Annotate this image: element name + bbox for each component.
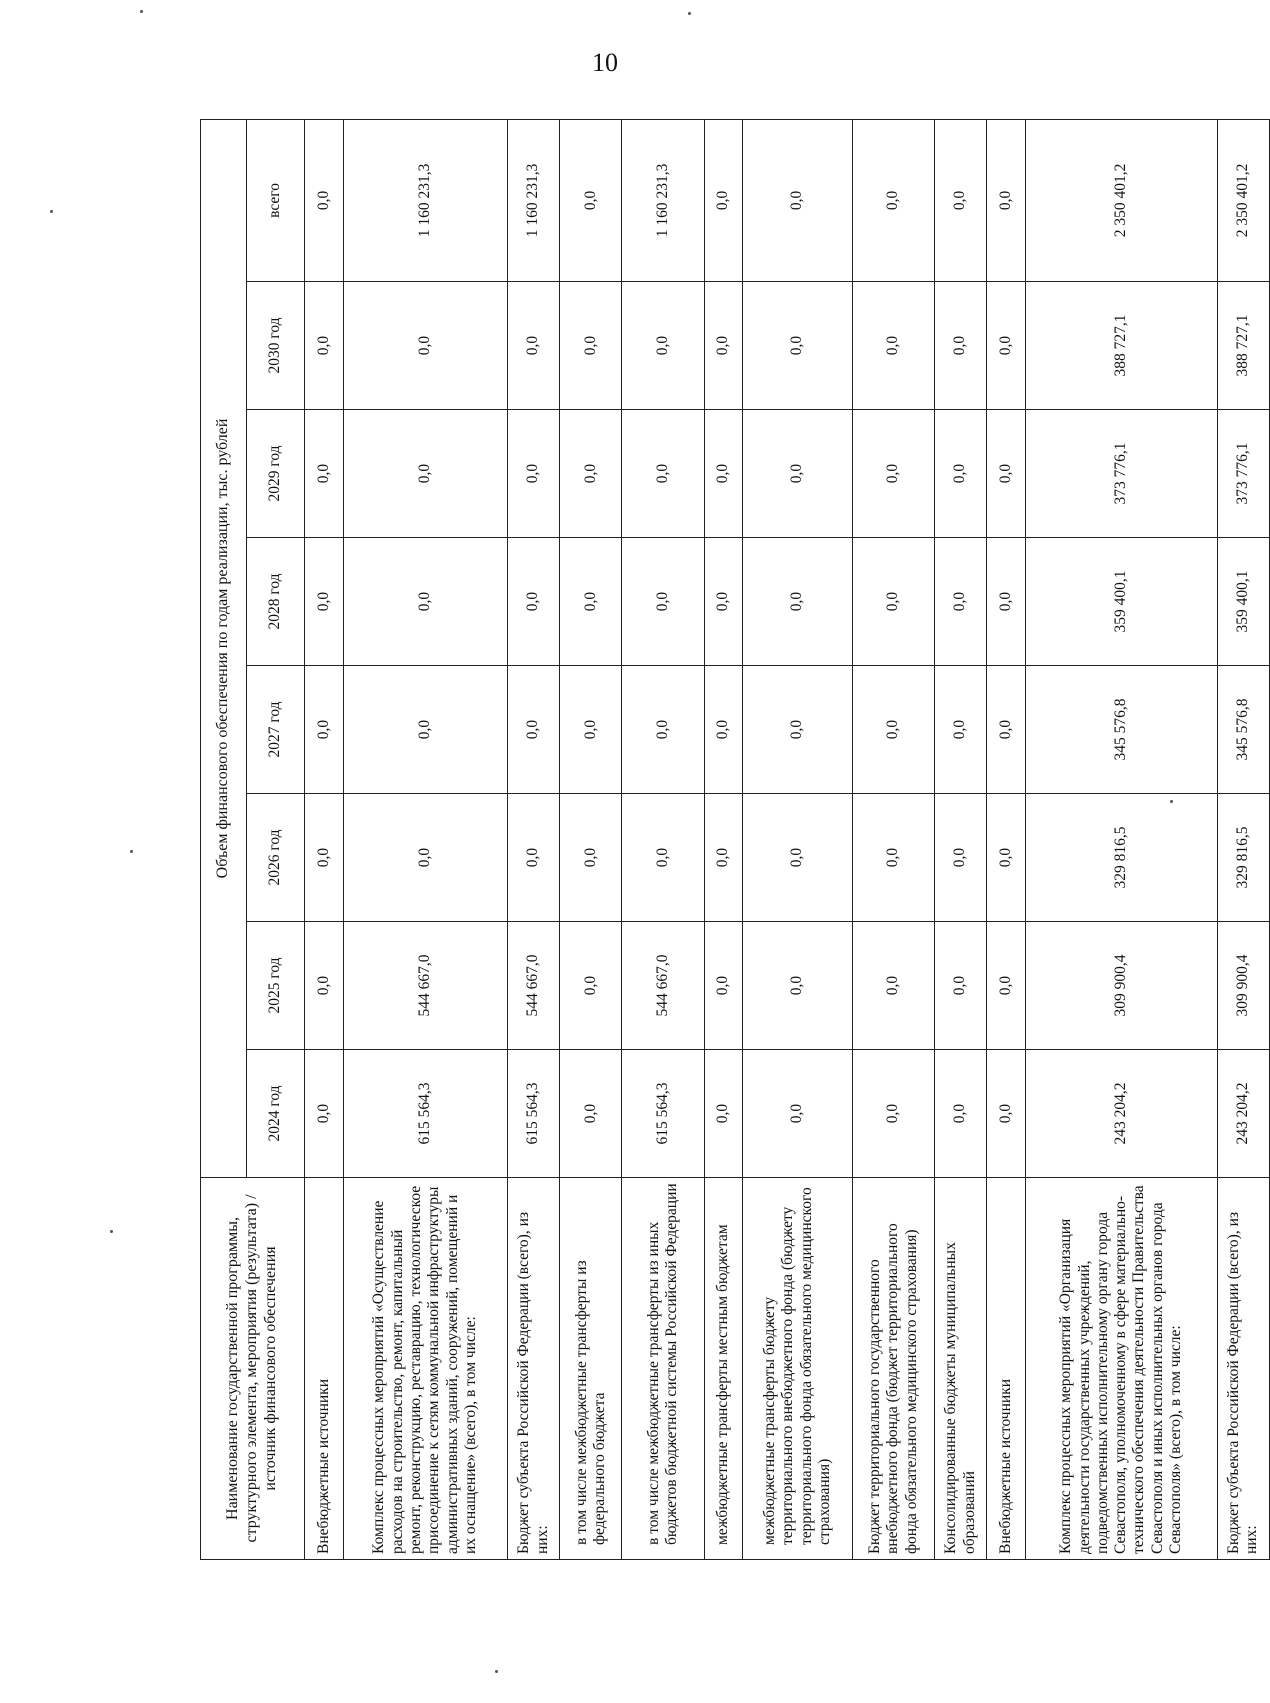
row-value: 0,0 [343,282,507,410]
row-value: 0,0 [743,538,853,666]
row-value: 0,0 [743,794,853,922]
row-value: 0,0 [305,794,344,922]
row-value: 615 564,3 [507,1050,559,1178]
table-row [560,119,622,1559]
row-value: 243 204,2 [1025,1050,1217,1178]
row-value: 0,0 [305,410,344,538]
row-value: 0,0 [852,410,934,538]
row-value: 0,0 [852,1050,934,1178]
row-value: 329 816,5 [1217,794,1269,922]
row-value: 544 667,0 [622,922,704,1050]
header-total: всего [247,119,305,281]
row-value: 0,0 [987,922,1026,1050]
table-row [622,119,704,1559]
row-value: 309 900,4 [1025,922,1217,1050]
budget-table [200,119,1270,1560]
row-value: 0,0 [622,538,704,666]
row-value: 0,0 [305,666,344,794]
row-value: 0,0 [343,538,507,666]
row-value: 0,0 [704,666,743,794]
row-value: 0,0 [934,1050,986,1178]
row-value: 0,0 [560,666,622,794]
row-label: межбюджетные трансферты бюджету территориального внебюджетного фонда (бюджету территориального фонда обязательного медицинского страхования) [743,1178,853,1560]
row-value: 345 576,8 [1217,666,1269,794]
row-value: 0,0 [934,538,986,666]
rotated-table-sheet [200,120,1270,1560]
row-total: 1 160 231,3 [343,119,507,281]
row-label: Комплекс процессных мероприятий «Организация деятельности государственных учреждений, подведомственных исполнительному органу города Севастополя, уполномоченному в сфере материально-технического обеспечения деятельности Правительства Севастополя и иных исполнительных органов города Севастополя» (всего), в том числе: [1025,1178,1217,1560]
row-value: 373 776,1 [1025,410,1217,538]
row-label: в том числе межбюджетные трансферты из иных бюджетов бюджетной системы Российской Федерации [622,1178,704,1560]
row-value: 0,0 [704,410,743,538]
row-value: 243 204,2 [1217,1050,1269,1178]
row-value: 0,0 [743,282,853,410]
row-value: 0,0 [560,538,622,666]
scan-speck [688,12,691,15]
row-value: 0,0 [704,1050,743,1178]
row-value: 0,0 [507,282,559,410]
row-value: 0,0 [560,922,622,1050]
row-value: 0,0 [305,922,344,1050]
header-year: 2028 год [247,538,305,666]
row-total: 0,0 [934,119,986,281]
row-value: 0,0 [305,1050,344,1178]
row-value: 544 667,0 [507,922,559,1050]
row-value: 0,0 [934,666,986,794]
row-value: 0,0 [343,794,507,922]
row-value: 0,0 [987,1050,1026,1178]
header-year: 2026 год [247,794,305,922]
row-value: 0,0 [704,538,743,666]
table-row [743,119,853,1559]
table-row [507,119,559,1559]
table-row [305,119,344,1559]
row-value: 0,0 [987,282,1026,410]
row-total: 0,0 [852,119,934,281]
scan-speck [130,850,133,853]
row-value: 0,0 [622,794,704,922]
table-row [934,119,986,1559]
row-total: 0,0 [987,119,1026,281]
row-value: 0,0 [507,538,559,666]
row-value: 345 576,8 [1025,666,1217,794]
row-label: в том числе межбюджетные трансферты из федерального бюджета [560,1178,622,1560]
row-value: 0,0 [560,410,622,538]
row-value: 0,0 [852,794,934,922]
row-value: 0,0 [987,410,1026,538]
table-row [852,119,934,1559]
header-name-column: Наименование государственной программы, структурного элемента, мероприятия (результата) / источник финансового обеспечения [201,1178,305,1560]
header-year: 2024 год [247,1050,305,1178]
table-row [987,119,1026,1559]
row-value: 0,0 [934,922,986,1050]
row-value: 0,0 [704,922,743,1050]
row-value: 0,0 [343,666,507,794]
row-value: 615 564,3 [622,1050,704,1178]
row-label: Внебюджетные источники [305,1178,344,1560]
row-value: 388 727,1 [1217,282,1269,410]
row-value: 309 900,4 [1217,922,1269,1050]
row-value: 0,0 [934,794,986,922]
table-row [1025,119,1217,1559]
row-value: 615 564,3 [343,1050,507,1178]
row-total: 0,0 [305,119,344,281]
row-value: 0,0 [560,282,622,410]
row-label: Внебюджетные источники [987,1178,1026,1560]
row-value: 0,0 [987,538,1026,666]
page-number: 10 [592,48,618,77]
row-label: Бюджет территориального государственного внебюджетного фонда (бюджет территориального фонда обязательного медицинского страхования) [852,1178,934,1560]
row-total: 0,0 [743,119,853,281]
scan-speck [50,210,53,213]
row-value: 0,0 [704,794,743,922]
row-value: 0,0 [622,666,704,794]
row-value: 0,0 [704,282,743,410]
row-total: 1 160 231,3 [507,119,559,281]
scan-speck [110,1230,113,1233]
row-value: 0,0 [507,794,559,922]
row-value: 0,0 [560,1050,622,1178]
row-value: 0,0 [852,922,934,1050]
row-value: 0,0 [934,282,986,410]
row-value: 0,0 [343,410,507,538]
row-value: 544 667,0 [343,922,507,1050]
row-value: 0,0 [743,922,853,1050]
row-label: Бюджет субъекта Российской Федерации (всего), из них: [1217,1178,1269,1560]
row-value: 0,0 [507,666,559,794]
row-value: 0,0 [560,794,622,922]
row-total: 2 350 401,2 [1217,119,1269,281]
row-value: 0,0 [934,410,986,538]
row-value: 0,0 [852,282,934,410]
row-value: 0,0 [622,282,704,410]
row-total: 0,0 [704,119,743,281]
row-total: 0,0 [560,119,622,281]
row-value: 373 776,1 [1217,410,1269,538]
row-value: 0,0 [743,410,853,538]
header-year: 2030 год [247,282,305,410]
row-value: 0,0 [852,538,934,666]
row-value: 0,0 [743,666,853,794]
row-label: межбюджетные трансферты местным бюджетам [704,1178,743,1560]
header-year: 2029 год [247,410,305,538]
row-value: 0,0 [305,282,344,410]
header-funding-group: Объем финансового обеспечения по годам реализации, тыс. рублей [201,119,247,1177]
row-value: 359 400,1 [1217,538,1269,666]
table-row [343,119,507,1559]
scan-speck [495,1670,498,1673]
row-label: Комплекс процессных мероприятий «Осуществление расходов на строительство, ремонт, капитальный ремонт, реконструкцию, реставрацию, технологическое присоединение к сетям коммунальной инфраструктуры административных зданий, сооружений, помещений и их оснащение» (всего), в том числе: [343,1178,507,1560]
row-value: 388 727,1 [1025,282,1217,410]
table-row [704,119,743,1559]
row-label: Консолидированные бюджеты муниципальных образований [934,1178,986,1560]
row-label: Бюджет субъекта Российской Федерации (всего), из них: [507,1178,559,1560]
row-value: 359 400,1 [1025,538,1217,666]
row-value: 0,0 [852,666,934,794]
row-value: 0,0 [305,538,344,666]
header-year: 2027 год [247,666,305,794]
header-year: 2025 год [247,922,305,1050]
row-value: 0,0 [507,410,559,538]
row-value: 0,0 [987,794,1026,922]
scan-speck [140,10,143,13]
row-total: 1 160 231,3 [622,119,704,281]
row-value: 0,0 [622,410,704,538]
table-row [1217,119,1269,1559]
row-value: 329 816,5 [1025,794,1217,922]
row-total: 2 350 401,2 [1025,119,1217,281]
row-value: 0,0 [987,666,1026,794]
row-value: 0,0 [743,1050,853,1178]
